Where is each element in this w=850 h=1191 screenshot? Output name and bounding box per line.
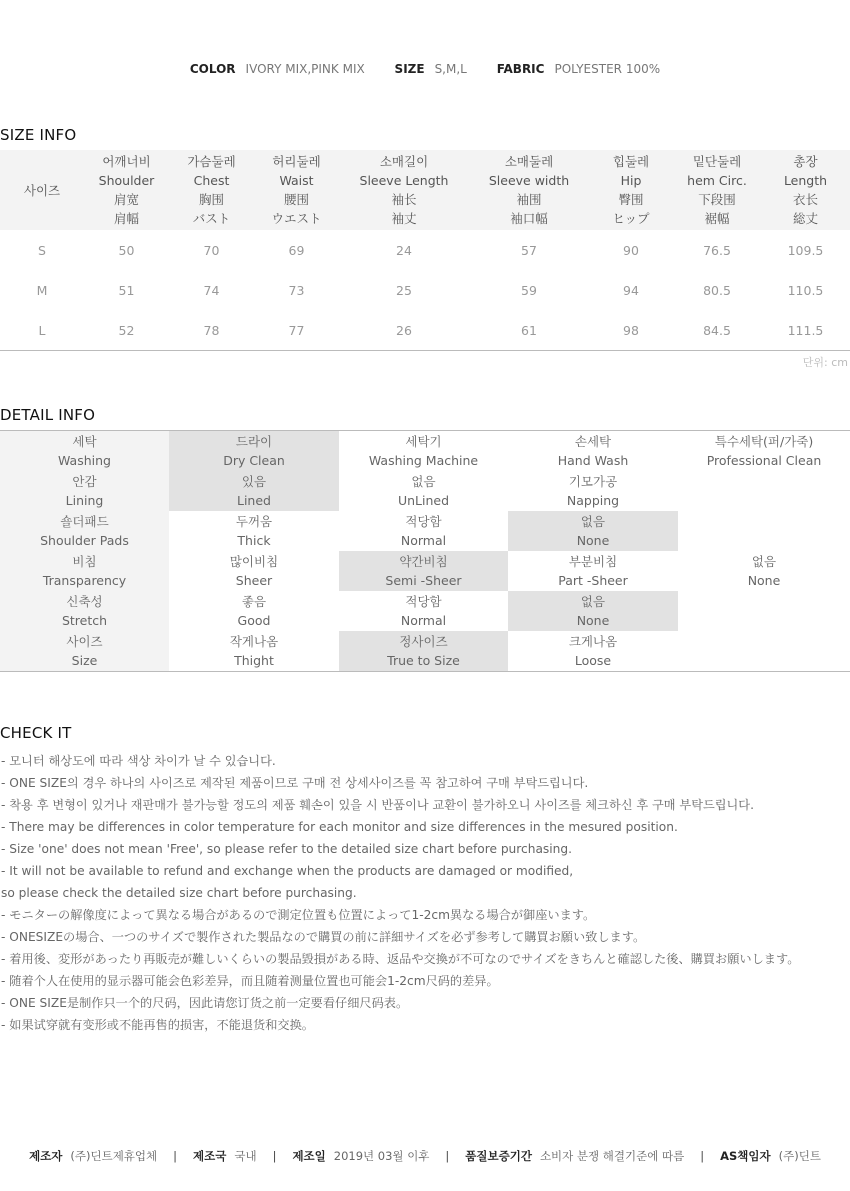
detail-option: 특수세탁(퍼/가죽) Professional Clean — [706, 434, 822, 468]
footer-separator: | — [700, 1149, 705, 1163]
note-line: - 如果试穿就有变形或不能再售的损害，不能退货和交换。 — [1, 1018, 314, 1032]
value-cell: 76.5 — [703, 242, 731, 258]
value-cell: 70 — [203, 242, 220, 258]
detail-option: 드라이 Dry Clean — [169, 431, 339, 472]
footer-value: (주)딘트제휴업체 — [70, 1149, 158, 1163]
detail-info-title: DETAIL INFO — [0, 406, 96, 424]
value-cell: 59 — [521, 282, 537, 298]
col-header-hem: 밑단둘레 hem Circ. 下段围 裾幅 — [687, 154, 747, 226]
detail-option — [678, 511, 850, 551]
value-cell: 90 — [623, 242, 639, 258]
value-cell: 50 — [118, 242, 135, 258]
col-header-shoulder: 어깨너비 Shoulder 肩宽 肩幅 — [98, 154, 155, 226]
value-cell: 24 — [396, 242, 412, 258]
detail-category: 사이즈 Size — [0, 631, 169, 672]
note-line: - There may be differences in color temperature for each monitor and size differences in the mesured position. — [1, 820, 678, 834]
detail-option: 작게나옴 Thight — [229, 634, 279, 668]
value-cell: 25 — [396, 282, 412, 298]
col-header-sleeve-length: 소매길이 Sleeve Length 袖长 袖丈 — [359, 154, 449, 226]
detail-option: 크게나옴 Loose — [568, 634, 618, 668]
detail-category: 신축성 Stretch — [0, 591, 169, 631]
footer-label: 제조일 — [292, 1149, 326, 1163]
footer-value: 소비자 분쟁 해결기준에 따름 — [539, 1149, 685, 1163]
note-line: - ONE SIZE是制作只一个的尺码，因此请您订货之前一定要看仔细尺码表。 — [1, 996, 409, 1010]
detail-row — [0, 591, 850, 631]
note-line: - 착용 후 변형이 있거나 재판매가 불가능할 정도의 제품 훼손이 있을 시 반품이나 교환이 불가하오니 사이즈를 체크하신 후 구매 부탁드립니다. — [1, 798, 754, 812]
size-cell: M — [36, 282, 48, 298]
footer-value: 2019년 03월 이후 — [333, 1149, 430, 1163]
color-label: COLOR — [189, 62, 236, 76]
fabric-value: POLYESTER 100% — [554, 62, 661, 76]
table-row — [0, 230, 850, 270]
size-header: 사이즈 — [23, 182, 61, 198]
col-header-waist: 허리둘레 Waist 腰围 ウエスト — [271, 154, 322, 226]
value-cell: 74 — [203, 282, 220, 298]
detail-option — [678, 471, 850, 511]
detail-option: 두꺼움 Thick — [235, 514, 273, 548]
size-table — [0, 150, 850, 351]
footer-value: (주)딘트 — [778, 1149, 821, 1163]
size-cell: S — [38, 242, 46, 258]
table-row — [0, 310, 850, 351]
detail-category: 세탁 Washing — [0, 431, 169, 472]
value-cell: 77 — [254, 310, 339, 351]
size-cell: L — [0, 310, 84, 351]
note-line: - Size 'one' does not mean 'Free', so please refer to the detailed size chart before purchasing. — [1, 842, 572, 856]
detail-row — [0, 631, 850, 672]
value-cell: 78 — [169, 310, 254, 351]
value-cell: 51 — [118, 282, 135, 298]
detail-category: 비침 Transparency — [0, 551, 169, 591]
note-line: - 모니터 해상도에 따라 색상 차이가 날 수 있습니다. — [1, 754, 276, 768]
detail-option: 적당함 Normal — [400, 514, 447, 548]
value-cell: 73 — [288, 282, 305, 298]
value-cell: 94 — [623, 282, 639, 298]
col-header-sleeve-width: 소매둘레 Sleeve width 袖围 袖口幅 — [488, 154, 570, 226]
detail-option: 세탁기 Washing Machine — [368, 434, 479, 468]
detail-option: 부분비침 Part -Sheer — [558, 554, 628, 588]
col-header-hip: 힙둘레 Hip 臀围 ヒップ — [612, 154, 650, 226]
note-line: - ONESIZEの場合、一つのサイズで製作された製品なので購買の前に詳細サイズを必ず参考して購買お願い致します。 — [1, 930, 646, 944]
detail-category: 안감 Lining — [0, 471, 169, 511]
detail-option: 없음 None — [508, 511, 678, 551]
check-it-title: CHECK IT — [0, 724, 72, 742]
detail-option — [678, 631, 850, 672]
detail-table — [0, 430, 850, 672]
detail-option: 많이비침 Sheer — [229, 554, 279, 588]
value-cell: 26 — [339, 310, 469, 351]
detail-option: 없음 UnLined — [397, 474, 450, 508]
detail-row — [0, 551, 850, 591]
note-line: - 着用後、変形があったり再販売が難しいくらいの製品毀損がある時、返品や交換が不可なのでサイズをきちんと確認した後、購買お願いします。 — [1, 952, 800, 966]
size-label: SIZE — [394, 62, 425, 76]
note-line: so please check the detailed size chart before purchasing. — [1, 886, 357, 900]
col-header-length: 총장 Length 衣长 総丈 — [783, 154, 828, 226]
detail-option: 좋음 Good — [237, 594, 271, 628]
detail-option — [678, 591, 850, 631]
value-cell: 61 — [469, 310, 589, 351]
value-cell: 69 — [288, 242, 305, 258]
detail-option: 손세탁 Hand Wash — [557, 434, 629, 468]
value-cell: 52 — [84, 310, 169, 351]
detail-option: 정사이즈 True to Size — [339, 631, 508, 672]
size-info-title: SIZE INFO — [0, 126, 77, 144]
detail-option: 있음 Lined — [169, 471, 339, 511]
footer-label: 제조국 — [193, 1149, 227, 1163]
footer-separator: | — [272, 1149, 277, 1163]
size-value: S,M,L — [434, 62, 467, 76]
value-cell: 57 — [521, 242, 537, 258]
detail-row — [0, 471, 850, 511]
value-cell: 80.5 — [703, 282, 731, 298]
note-line: - It will not be available to refund and exchange when the products are damaged or modified, — [1, 864, 574, 878]
fabric-label: FABRIC — [496, 62, 545, 76]
value-cell: 98 — [589, 310, 673, 351]
detail-option: 없음 None — [508, 591, 678, 631]
footer-separator: | — [173, 1149, 178, 1163]
detail-option: 약간비침 Semi -Sheer — [339, 551, 508, 591]
detail-option: 기모가공 Napping — [566, 474, 620, 508]
detail-option: 없음 None — [747, 554, 781, 588]
note-line: - モニターの解像度によって異なる場合があるので測定位置も位置によって1-2cm異なる場合が御座います。 — [1, 908, 596, 922]
col-header-chest: 가슴둘레 Chest 胸围 バスト — [187, 154, 236, 226]
note-line: - ONE SIZE의 경우 하나의 사이즈로 제작된 제품이므로 구매 전 상세사이즈를 꼭 참고하여 구매 부탁드립니다. — [1, 776, 589, 790]
detail-row — [0, 431, 850, 472]
product-info-footer — [0, 1148, 850, 1164]
footer-value: 국내 — [234, 1149, 257, 1163]
detail-row — [0, 511, 850, 551]
product-spec-line — [0, 62, 850, 76]
value-cell: 84.5 — [673, 310, 761, 351]
unit-note: 단위: cm — [802, 356, 848, 369]
value-cell: 109.5 — [787, 242, 824, 258]
size-table-header — [0, 150, 850, 230]
note-line: - 随着个人在使用的显示器可能会色彩差异，而且随着测量位置也可能会1-2cm尺码的差异。 — [1, 974, 499, 988]
table-row — [0, 270, 850, 310]
footer-label: AS책임자 — [720, 1149, 771, 1163]
footer-label: 품질보증기간 — [465, 1149, 532, 1163]
footer-separator: | — [445, 1149, 450, 1163]
value-cell: 110.5 — [787, 282, 824, 298]
check-it-notes — [1, 750, 849, 1036]
color-value: IVORY MIX,PINK MIX — [245, 62, 365, 76]
detail-option: 적당함 Normal — [400, 594, 447, 628]
detail-category: 숄더패드 Shoulder Pads — [0, 511, 169, 551]
value-cell: 111.5 — [761, 310, 850, 351]
footer-label: 제조자 — [29, 1149, 63, 1163]
